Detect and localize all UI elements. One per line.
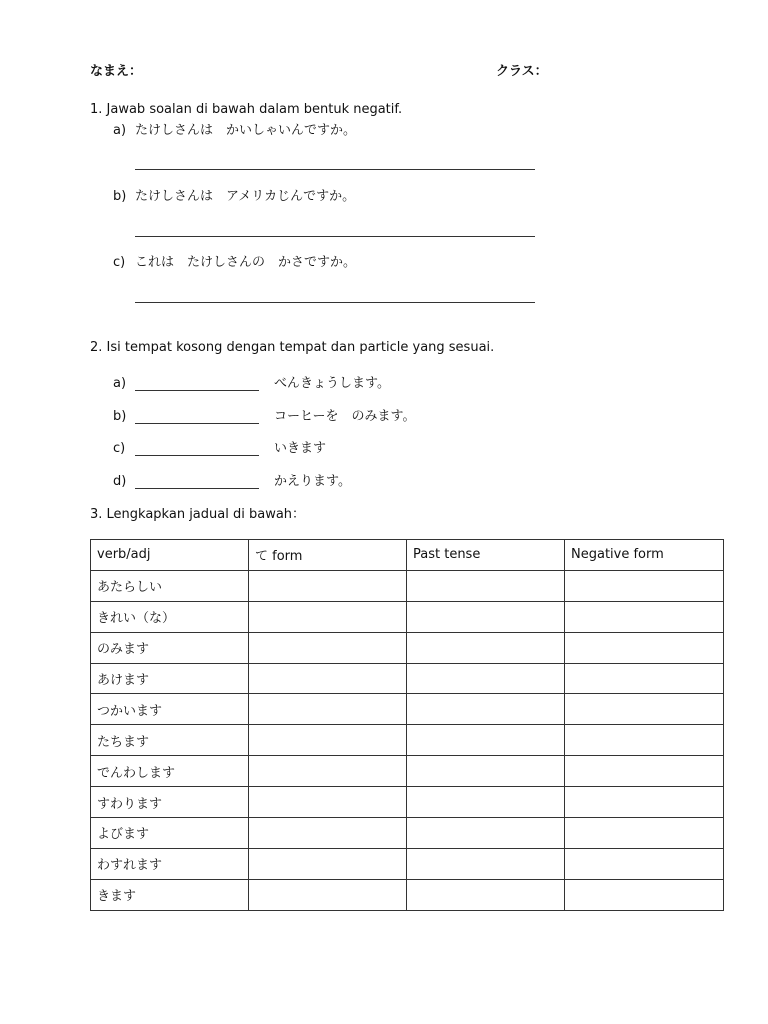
verb-cell: よびます [91, 818, 249, 849]
table-row [91, 725, 724, 756]
negative-form-cell[interactable] [565, 601, 724, 632]
past-tense-cell[interactable] [407, 694, 565, 725]
te-form-cell[interactable] [249, 725, 407, 756]
q1-item-c-marker: c) [113, 255, 126, 270]
table-header-row [91, 540, 724, 571]
question-3-prompt: 3. Lengkapkan jadual di bawah： [90, 507, 306, 522]
past-tense-cell[interactable] [407, 632, 565, 663]
verb-cell: すわります [91, 787, 249, 818]
negative-form-cell[interactable] [565, 570, 724, 601]
q2-blank-c[interactable] [135, 455, 259, 456]
negative-form-cell[interactable] [565, 694, 724, 725]
q1-item-b-marker: b) [113, 189, 127, 204]
q2-item-c-marker: c) [113, 441, 126, 456]
q1-item-c-text: これは たけしさんの かさですか。 [135, 255, 357, 270]
te-form-cell[interactable] [249, 570, 407, 601]
negative-form-cell[interactable] [565, 848, 724, 879]
q1-answer-line-b[interactable] [135, 236, 535, 237]
table-header-cell: て form [249, 540, 407, 571]
table-row [91, 694, 724, 725]
negative-form-cell[interactable] [565, 879, 724, 910]
verb-cell: きます [91, 879, 249, 910]
past-tense-cell[interactable] [407, 756, 565, 787]
past-tense-cell[interactable] [407, 818, 565, 849]
q2-item-a-text: べんきょうします。 [274, 376, 390, 391]
q2-blank-a[interactable] [135, 390, 259, 391]
table-row [91, 848, 724, 879]
past-tense-cell[interactable] [407, 787, 565, 818]
q2-item-b-text: コーヒーを のみます。 [274, 409, 416, 424]
negative-form-cell[interactable] [565, 725, 724, 756]
past-tense-cell[interactable] [407, 725, 565, 756]
verb-cell: たちます [91, 725, 249, 756]
q1-item-a-marker: a) [113, 123, 127, 138]
table-row [91, 879, 724, 910]
negative-form-cell[interactable] [565, 787, 724, 818]
past-tense-cell[interactable] [407, 879, 565, 910]
q2-blank-b[interactable] [135, 423, 259, 424]
table-row [91, 663, 724, 694]
te-form-cell[interactable] [249, 601, 407, 632]
table-row [91, 787, 724, 818]
verb-cell: のみます [91, 632, 249, 663]
te-form-cell[interactable] [249, 632, 407, 663]
question-2-prompt: 2. Isi tempat kosong dengan tempat dan particle yang sesuai. [90, 340, 495, 355]
table-header-cell: Negative form [565, 540, 724, 571]
te-form-cell[interactable] [249, 756, 407, 787]
te-form-cell[interactable] [249, 848, 407, 879]
q1-item-a-text: たけしさんは かいしゃいんですか。 [135, 123, 357, 138]
q2-item-a-marker: a) [113, 376, 127, 391]
te-form-cell[interactable] [249, 694, 407, 725]
te-form-cell[interactable] [249, 879, 407, 910]
table-row [91, 632, 724, 663]
negative-form-cell[interactable] [565, 663, 724, 694]
table-header-cell: verb/adj [91, 540, 249, 571]
negative-form-cell[interactable] [565, 818, 724, 849]
q2-item-c-text: いきます [274, 441, 327, 456]
verb-cell: あけます [91, 663, 249, 694]
q2-item-b-marker: b) [113, 409, 127, 424]
past-tense-cell[interactable] [407, 601, 565, 632]
q1-answer-line-a[interactable] [135, 169, 535, 170]
negative-form-cell[interactable] [565, 632, 724, 663]
q1-answer-line-c[interactable] [135, 302, 535, 303]
table-row [91, 756, 724, 787]
table-row [91, 601, 724, 632]
verb-cell: わすれます [91, 848, 249, 879]
past-tense-cell[interactable] [407, 848, 565, 879]
table-header-cell: Past tense [407, 540, 565, 571]
name-label: なまえ： [90, 64, 143, 79]
past-tense-cell[interactable] [407, 663, 565, 694]
past-tense-cell[interactable] [407, 570, 565, 601]
conjugation-table [90, 539, 724, 911]
verb-cell: きれい（な） [91, 601, 249, 632]
negative-form-cell[interactable] [565, 756, 724, 787]
class-label: クラス： [496, 64, 548, 79]
verb-cell: つかいます [91, 694, 249, 725]
q1-item-b-text: たけしさんは アメリカじんですか。 [135, 189, 356, 204]
verb-cell: でんわします [91, 756, 249, 787]
te-form-cell[interactable] [249, 818, 407, 849]
question-1-prompt: 1. Jawab soalan di bawah dalam bentuk negatif. [90, 102, 403, 117]
q2-blank-d[interactable] [135, 488, 259, 489]
te-form-cell[interactable] [249, 663, 407, 694]
te-form-cell[interactable] [249, 787, 407, 818]
q2-item-d-marker: d) [113, 474, 127, 489]
table-row [91, 570, 724, 601]
verb-cell: あたらしい [91, 570, 249, 601]
q2-item-d-text: かえります。 [274, 474, 351, 489]
table-row [91, 818, 724, 849]
